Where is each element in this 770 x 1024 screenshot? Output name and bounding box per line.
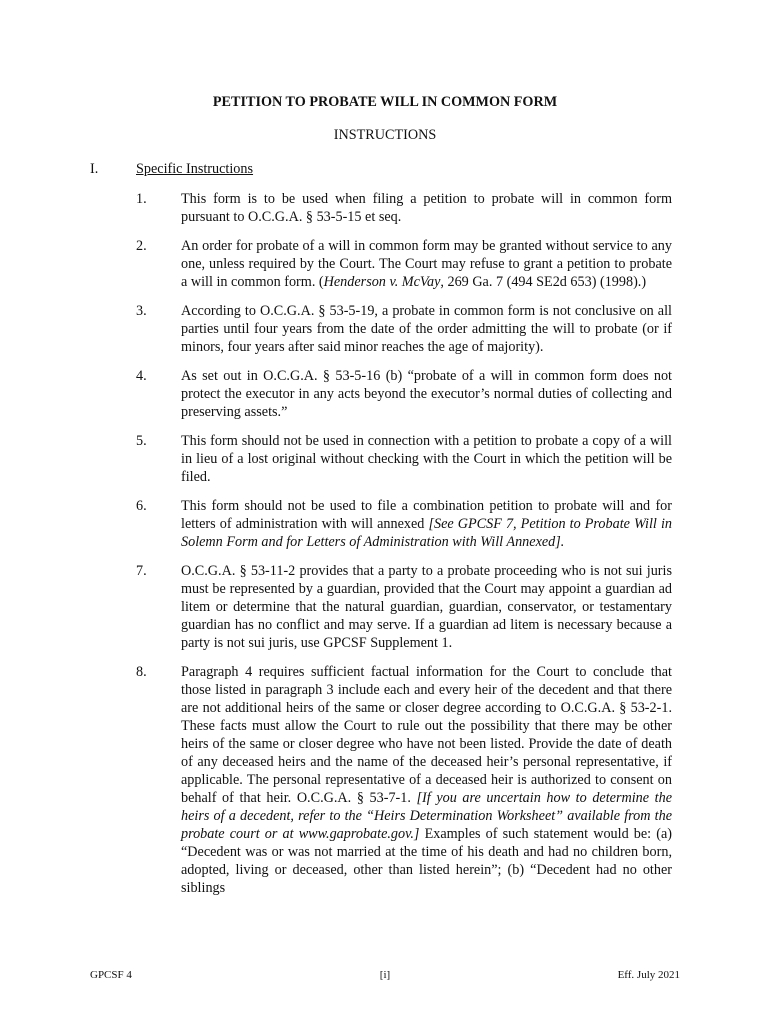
list-item-text [181,367,672,421]
text-segment: An order for probate of a will in common form may be granted without service to any one, unless required by the Court. The Court may refuse to grant a petition to probate a will in common form. ( [181,238,672,290]
list-item-text [181,302,672,356]
list-item [136,497,672,551]
instruction-list [136,190,672,908]
section-number: I. [90,161,99,177]
footer-page-number: [i] [379,969,391,981]
list-item [136,237,672,291]
italic-text-segment: Henderson v. McVay [323,274,441,290]
page-title: PETITION TO PROBATE WILL IN COMMON FORM [212,94,558,110]
italic-text-segment: [See GPCSF 7, Petition to Probate Will in Solemn Form and for Letters of Administration with Will Annexed]. [181,516,672,550]
text-segment: , 269 Ga. 7 (494 SE2d 653) (1998).) [440,274,647,290]
text-segment: Examples of such statement would be: (a) “Decedent was or was not married at the time of his death and had no children born, adopted, living or deceased, other than listed herein”; (b) “Decedent had no other siblings [181,826,672,896]
list-item-text [181,432,672,486]
list-item-text [181,497,672,551]
text-segment: This form is to be used when filing a petition to probate will in common form pursuant to O.C.G.A. § 53-5-15 et seq. [181,191,672,225]
list-item-number: 5. [136,433,147,449]
text-segment: O.C.G.A. § 53-11-2 provides that a party to a probate proceeding who is not sui juris must be represented by a guardian, provided that the Court may appoint a guardian ad litem or determine that the natural guardian, guardian, conservator, or testamentary guardian has no conflict and may serve. If a guardian ad litem is necessary because a party is not sui juris, use GPCSF Supplement 1. [181,563,672,651]
list-item [136,190,672,226]
list-item [136,663,672,897]
list-item [136,302,672,356]
text-segment: This form should not be used to file a combination petition to probate will and for letters of administration with will annexed [181,498,672,532]
page-subtitle: INSTRUCTIONS [333,127,437,143]
list-item [136,562,672,652]
list-item-number: 6. [136,498,147,514]
list-item-text [181,237,672,291]
list-item-number: 4. [136,368,147,384]
list-item-text [181,663,672,897]
list-item-text [181,562,672,652]
footer-effective-date: Eff. July 2021 [617,969,680,981]
list-item-text [181,190,672,226]
list-item-number: 7. [136,563,147,579]
list-item [136,432,672,486]
list-item-number: 8. [136,664,147,680]
italic-text-segment: [If you are uncertain how to determine the heirs of a decedent, refer to the “Heirs Determination Worksheet” available from the probate court or at www.gaprobate.gov.] [181,790,672,842]
list-item-number: 1. [136,191,147,207]
section-title: Specific Instructions [136,161,254,177]
text-segment: Paragraph 4 requires sufficient factual information for the Court to conclude that those listed in paragraph 3 include each and every heir of the decedent and that there are not additional heirs of the same or closer degree according to O.C.G.A. § 53-2-1. These facts must allow the Court to rule out the possibility that there may be other heirs of the same or closer degree who have not been listed. Provide the date of death of any deceased heirs and the name of the deceased heir’s personal representative, if applicable. The personal representative of a deceased heir is authorized to consent on behalf of that heir. O.C.G.A. § 53-7-1. [181,664,672,806]
text-segment: This form should not be used in connection with a petition to probate a copy of a will in lieu of a lost original without checking with the Court in which the petition will be filed. [181,433,672,485]
footer-form-id: GPCSF 4 [90,969,132,981]
list-item [136,367,672,421]
text-segment: According to O.C.G.A. § 53-5-19, a probate in common form is not conclusive on all parties until four years from the date of the order admitting the will to probate (or if minors, four years after said minor reaches the age of majority). [181,303,672,355]
list-item-number: 2. [136,238,147,254]
list-item-number: 3. [136,303,147,319]
text-segment: As set out in O.C.G.A. § 53-5-16 (b) “probate of a will in common form does not protect the executor in any acts beyond the executor’s normal duties of collecting and preserving assets.” [181,368,672,420]
